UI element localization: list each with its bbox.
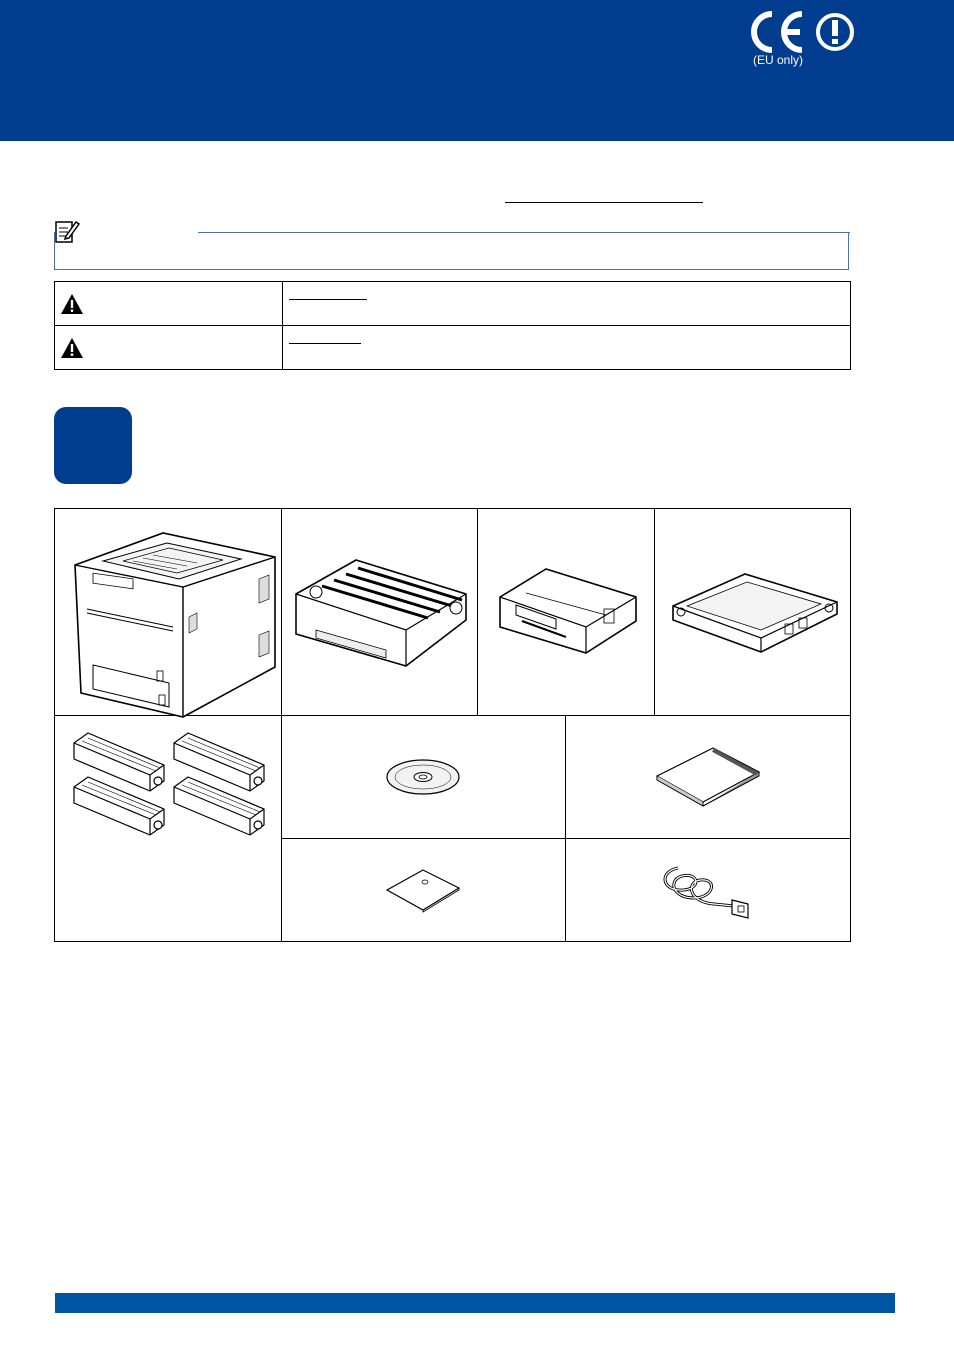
toner-cartridges-illustration: [68, 729, 268, 839]
drum-unit-illustration: [286, 542, 472, 682]
description-underline: [289, 343, 361, 344]
contents-cell-printer: [55, 509, 281, 715]
safety-row-caution: [55, 326, 851, 370]
contents-cell-belt-unit: [654, 509, 851, 715]
intro-underline: [505, 202, 703, 203]
safety-symbols-table: [54, 281, 851, 370]
belt-unit-illustration: [665, 562, 841, 662]
safety-icon-cell: [55, 282, 283, 326]
safety-description-cell: [283, 282, 851, 326]
guide-booklet-illustration: [653, 744, 763, 810]
contents-cell-waste-toner-box: [477, 509, 654, 715]
header-band: [0, 0, 954, 141]
eu-only-label: (EU only): [753, 53, 804, 67]
safety-icon-cell: [55, 326, 283, 370]
cd-rom-illustration: [383, 755, 463, 799]
safety-description-cell: [283, 326, 851, 370]
sheet-illustration: [383, 866, 463, 914]
contents-cell-sheet: [281, 838, 565, 942]
description-underline: [289, 299, 367, 300]
power-cord-illustration: [658, 858, 758, 922]
warning-triangle-icon: [60, 337, 84, 359]
step-badge: [54, 407, 132, 484]
waste-toner-box-illustration: [486, 557, 646, 667]
footer-band: [55, 1293, 895, 1313]
contents-cell-drum-unit: [281, 509, 477, 715]
safety-row-warning: [55, 282, 851, 326]
warning-triangle-icon: [60, 293, 84, 315]
note-box: [54, 232, 849, 270]
printer-illustration: [63, 517, 273, 707]
contents-cell-guide-booklet: [565, 715, 851, 838]
box-contents-grid: [54, 508, 851, 942]
contents-cell-cd-rom: [281, 715, 565, 838]
contents-cell-toner-cartridges: [55, 715, 281, 942]
ce-mark-icon: [748, 10, 808, 54]
contents-cell-power-cord: [565, 838, 851, 942]
alert-mark-icon: [815, 12, 855, 52]
